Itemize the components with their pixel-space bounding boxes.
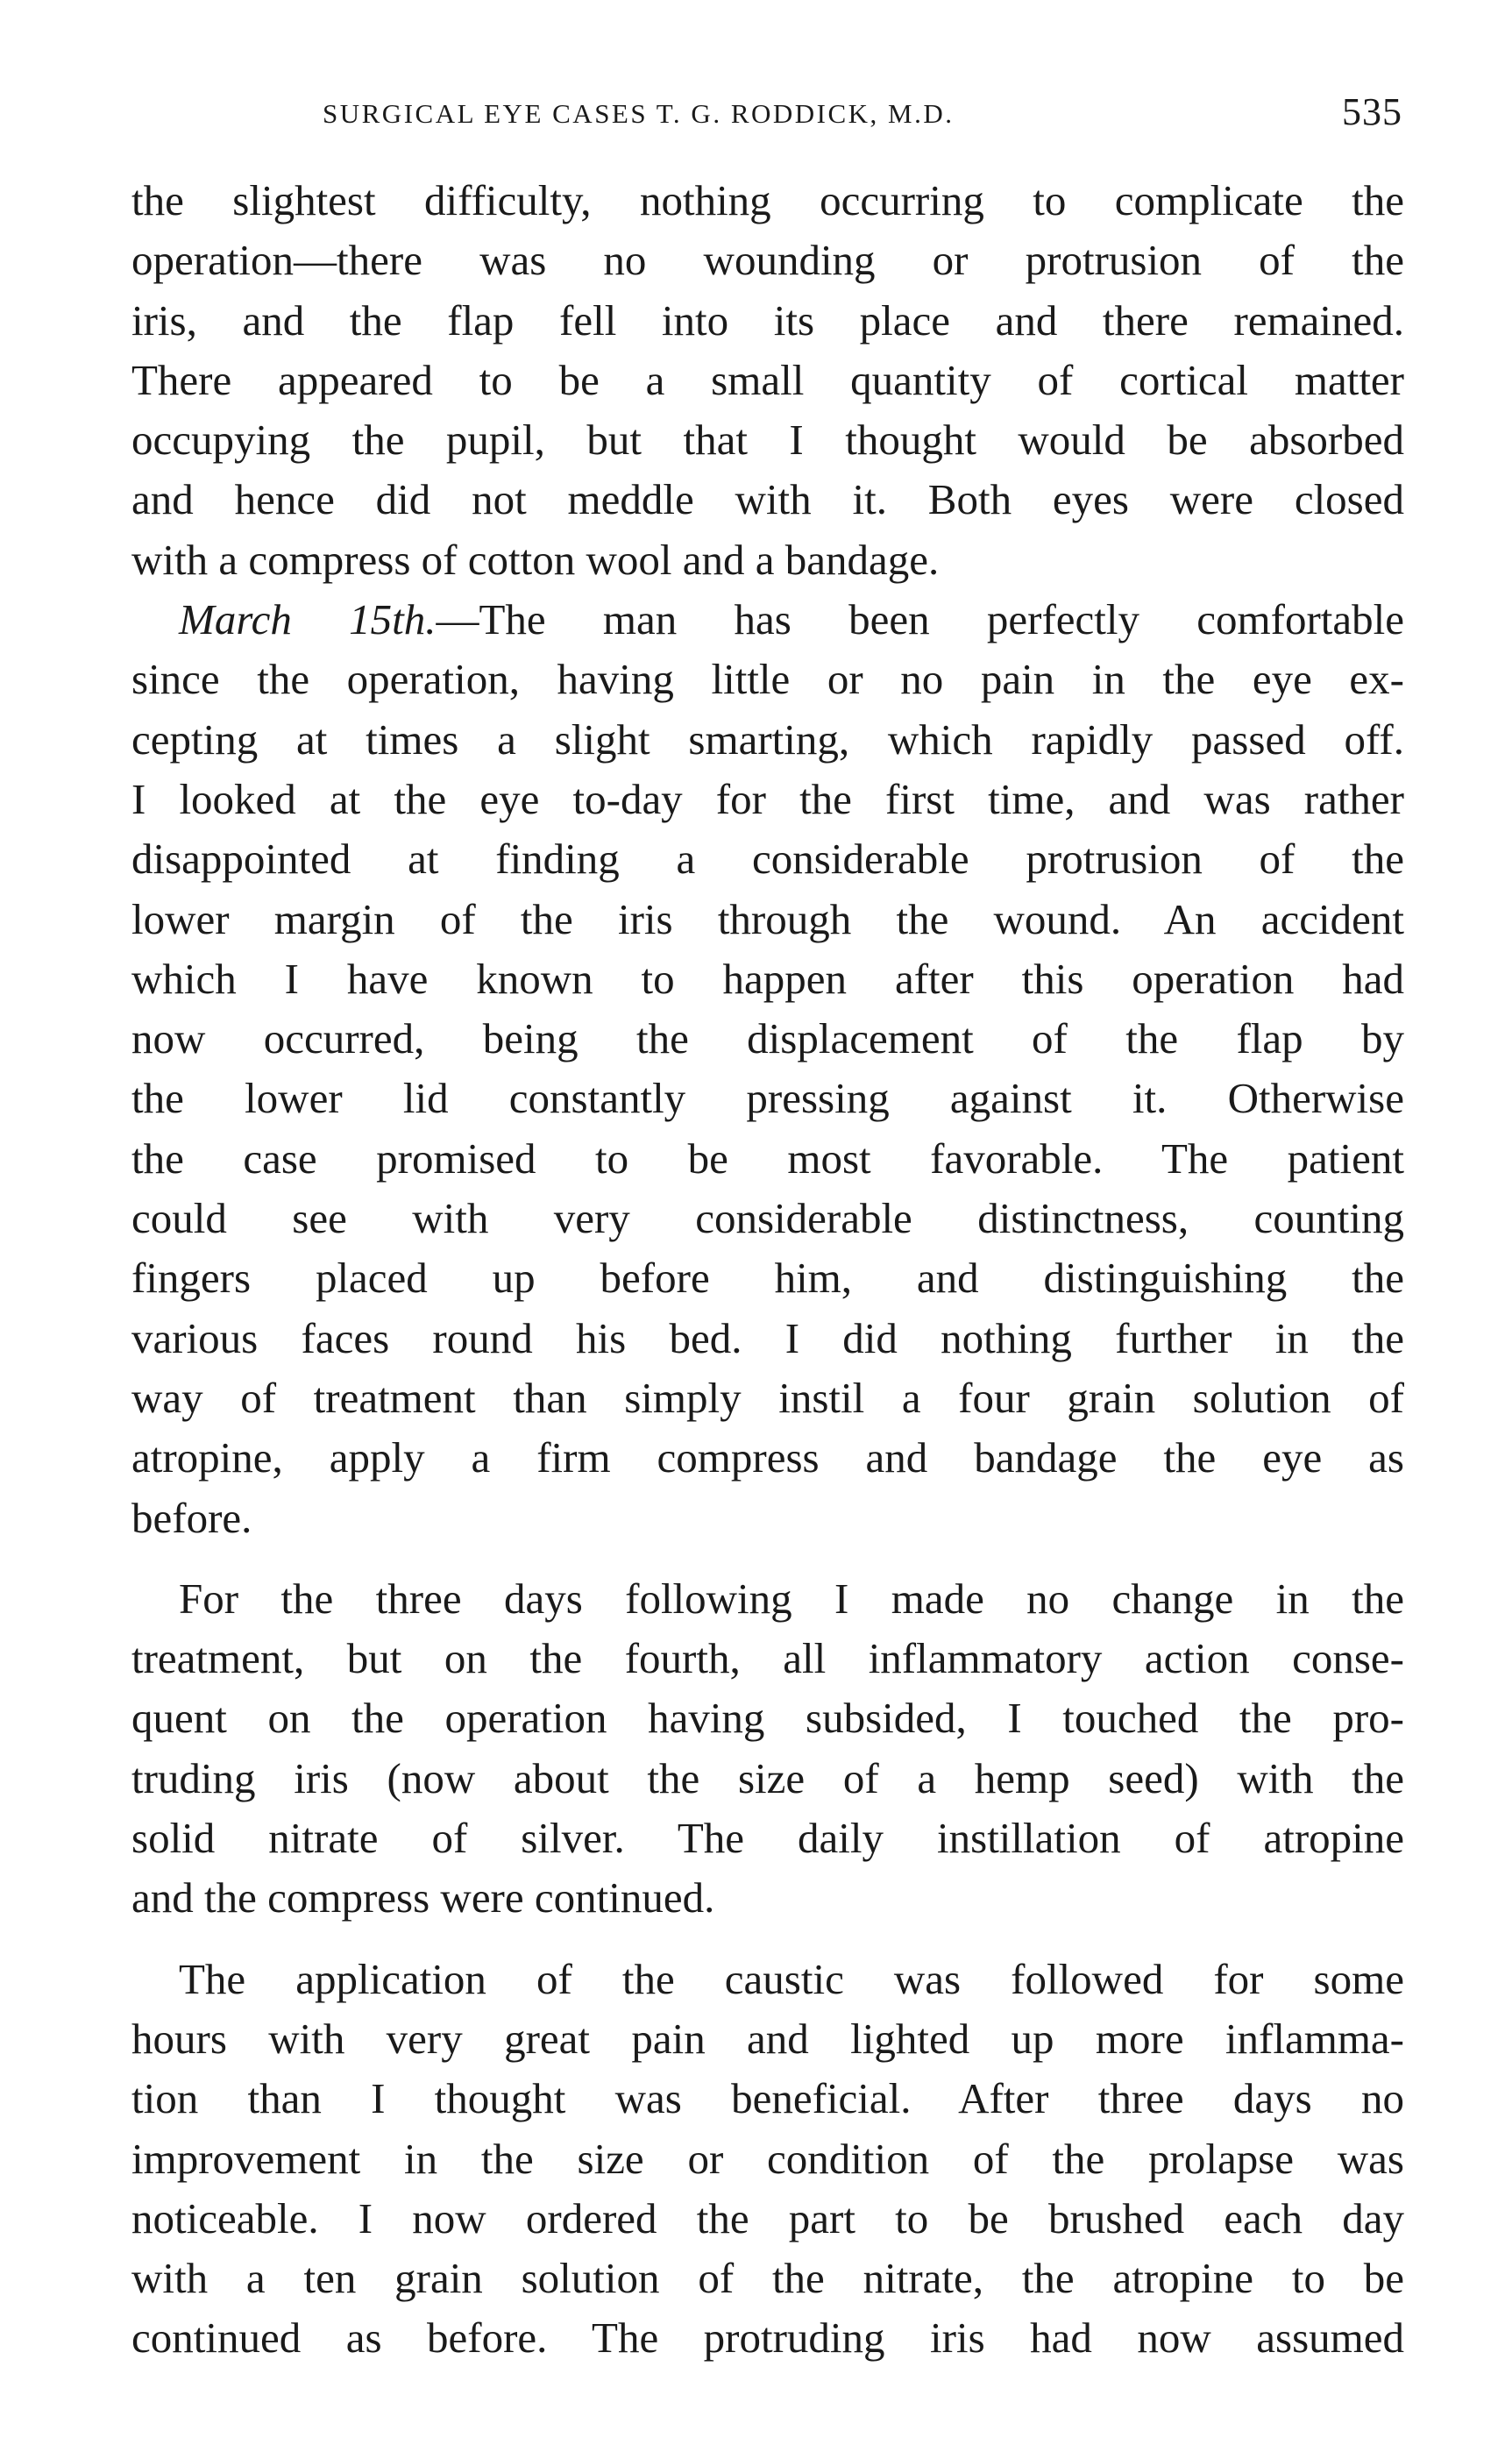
text-line: with a ten grain solution of the nitrate, the atropine to be	[131, 2254, 1404, 2303]
text-line: and hence did not meddle with it. Both eyes were closed	[131, 475, 1404, 524]
text-line: now occurred, being the displacement of the flap by	[131, 1014, 1404, 1063]
paragraph	[131, 171, 1404, 590]
paragraph	[131, 1569, 1404, 1929]
text-line: quent on the operation having subsided, I touched the pro-	[131, 1694, 1404, 1743]
text-line: continued as before. The protruding iris had now assumed	[131, 2314, 1404, 2363]
text-line: could see with very considerable distinctness, counting	[131, 1194, 1404, 1243]
text-line: I looked at the eye to-day for the first time, and was rather	[131, 774, 1404, 823]
text-line: There appeared to be a small quantity of cortical matter	[131, 355, 1404, 404]
running-title: SURGICAL EYE CASES T. G. RODDICK, M.D.	[323, 98, 955, 129]
text-line: since the operation, having little or no pain in the eye ex-	[131, 655, 1404, 704]
text-line: lower margin of the iris through the wound. An accident	[131, 894, 1404, 943]
text-line: the case promised to be most favorable. The patient	[131, 1134, 1404, 1183]
text-line: The application of the caustic was followed for some	[179, 1954, 1404, 2003]
paragraph-gap	[131, 1929, 1404, 1950]
body-text	[131, 171, 1404, 2369]
text-line: atropine, apply a firm compress and bandage the eye as	[131, 1433, 1404, 1482]
text-line: which I have known to happen after this operation had	[131, 954, 1404, 1003]
text-line: cepting at times a slight smarting, which rapidly passed off.	[131, 714, 1404, 764]
text-line: operation—there was no wounding or protrusion of the	[131, 236, 1404, 285]
page-number: 535	[1342, 90, 1402, 133]
text-line: the lower lid constantly pressing against it. Otherwise	[131, 1074, 1404, 1123]
text-line: way of treatment than simply instil a four grain solution of	[131, 1373, 1404, 1422]
text-line: improvement in the size or condition of the prolapse was	[131, 2134, 1404, 2183]
paragraph	[131, 590, 1404, 1548]
text-line: before.	[131, 1493, 252, 1542]
paragraph-gap	[131, 1548, 1404, 1569]
text-line: truding iris (now about the size of a hemp seed) with the	[131, 1753, 1404, 1802]
text-line: the slightest difficulty, nothing occurring to complicate the	[131, 176, 1404, 224]
text-line: and the compress were continued.	[131, 1873, 715, 1923]
text-line	[131, 590, 1404, 650]
text-line: tion than I thought was beneficial. After three days no	[131, 2074, 1404, 2123]
text-line: iris, and the flap fell into its place and there remained.	[131, 295, 1404, 345]
text-line: treatment, but on the fourth, all inflammatory action conse-	[131, 1634, 1404, 1683]
text-line: with a compress of cotton wool and a bandage.	[131, 535, 940, 584]
date-lead: March 15th.	[179, 595, 437, 644]
running-head	[131, 90, 1402, 139]
text-line: disappointed at finding a considerable protrusion of the	[131, 835, 1404, 884]
text-line: occupying the pupil, but that I thought would be absorbed	[131, 416, 1404, 465]
text-line: hours with very great pain and lighted up more inflamma-	[131, 2014, 1404, 2063]
text-line-rest: —The man has been perfectly comfortable	[436, 595, 1404, 644]
text-line: solid nitrate of silver. The daily instillation of atropine	[131, 1814, 1404, 1863]
text-line: noticeable. I now ordered the part to be brushed each day	[131, 2193, 1404, 2242]
text-line: fingers placed up before him, and distinguishing the	[131, 1254, 1404, 1303]
text-line: For the three days following I made no change in the	[179, 1574, 1404, 1623]
text-line: various faces round his bed. I did nothing further in the	[131, 1313, 1404, 1362]
paragraph	[131, 1950, 1404, 2369]
